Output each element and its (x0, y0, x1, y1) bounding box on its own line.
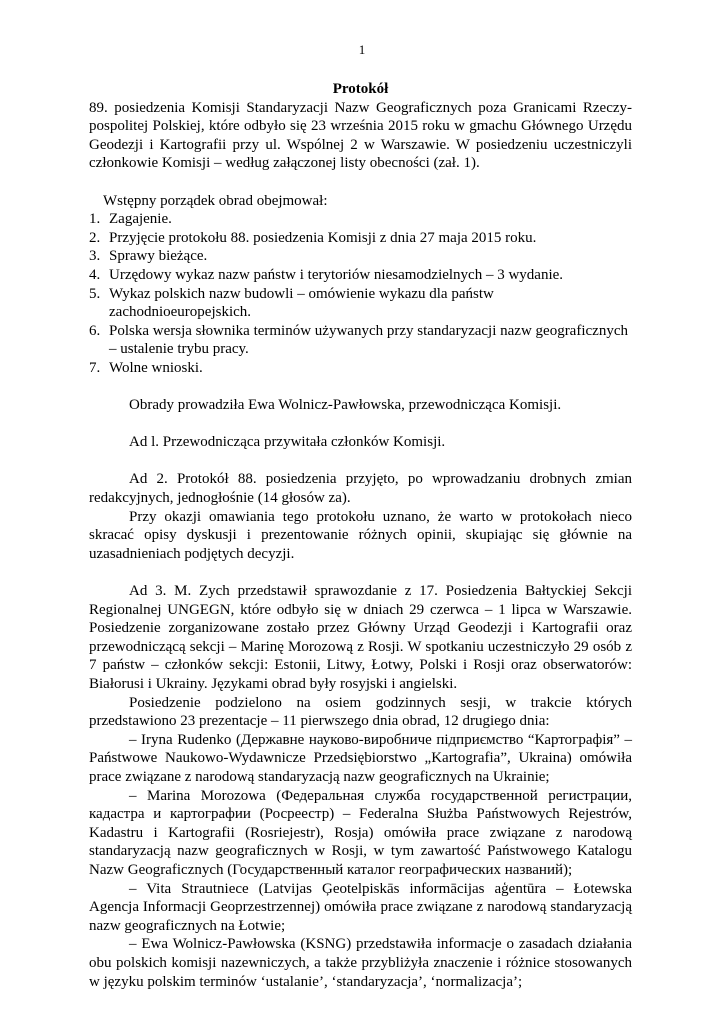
presentation-item: – Ewa Wolnicz-Pawłowska (KSNG) przedstawiła informacje o zasadach działania obu polskich komisji nazewniczych, a także przybliżyła znaczenie i różnice stosowanych w języku polskim terminów ‘ustalanie’, ‘standaryzacja’, ‘normalizacja’; (89, 936, 632, 990)
list-item: 4. Urzędowy wykaz nazw państw i terytoriów niesamodzielnych – 3 wydanie. (89, 266, 564, 283)
page-number: 1 (358, 42, 366, 57)
presentation-item: – Vita Strautniece (Latvijas Ģeotelpiskās informācijas aģentūra – Łotewska Agencja Informacji Geoprzestrzennej) omówiła prace związane z narodową standaryzacją nazw geograficznych na Łotwie; (89, 880, 632, 934)
intro-paragraph: 89. posiedzenia Komisji Standaryzacji Nazw Geograficznych poza Granicami Rzeczy-pospolitej Polskiej, które odbyło się 23 września 2015 roku w gmachu Głównego Urzędu Geodezji i Kartografii przy ul. Wspólnej 2 w Warszawie. W posiedzeniu uczestniczyli członkowie Komisji – według załączonej listy obecności (zał. 1). (89, 99, 632, 172)
list-item: 6. Polska wersja słownika terminów używanych przy standaryzacji nazw geograficznych – ustalenie trybu pracy. (89, 322, 628, 358)
presentation-item: – Iryna Rudenko (Державне науково-виробниче підприємство “Картографія” – Państwowe Naukowo-Wydawnicze Przedsiębiorstwo „Kartografia”, Ukraina) omówiła prace związane z narodową standaryzacją nazw geograficznych na Ukrainie; (89, 731, 632, 785)
ad1-paragraph: Ad l. Przewodnicząca przywitała członków Komisji. (129, 434, 446, 451)
sessions-paragraph: Posiedzenie podzielono na osiem godzinnych sesji, w trakcie których przedstawiono 23 prezentacje – 11 pierwszego dnia obrad, 12 drugiego dnia: (89, 694, 632, 730)
list-item: 7. Wolne wnioski. (89, 359, 203, 376)
presentation-item: – Marina Morozowa (Федеральная служба государственной регистрации, кадастра и картографии (Росреестр) – Federalna Służba Państwowych Rejestrów, Kadastru i Kartografii (Rosriejestr), Rosja) omówiła prace związane z narodową standaryzacją nazw geograficznych w Rosji, w tym zawartość Państwowego Katalogu Nazw Geograficznych (Государственный каталог географических названий); (89, 787, 632, 878)
list-item: 1. Zagajenie. (89, 211, 172, 228)
list-item: 2. Przyjęcie protokołu 88. posiedzenia Komisji z dnia 27 maja 2015 roku. (89, 229, 537, 246)
document-title: Protokół (332, 81, 389, 97)
chair-paragraph: Obrady prowadziła Ewa Wolnicz-Pawłowska, przewodnicząca Komisji. (129, 397, 562, 414)
list-item: 5. Wykaz polskich nazw budowli – omówienie wykazu dla państw zachodnioeuropejskich. (89, 285, 494, 321)
ad3-paragraph: Ad 3. M. Zych przedstawił sprawozdanie z 17. Posiedzenia Bałtyckiej Sekcji Regionalnej UNGEGN, które odbyło się w dniach 29 czerwca – 1 lipca w Warszawie. Posiedzenie zorganizowane zostało przez Główny Urząd Geodezji i Kartografii oraz przewodniczącą sekcji – Marinę Morozową z Rosji. W spotkaniu uczestniczyło 29 osób z 7 państw – członków sekcji: Estonii, Litwy, Łotwy, Polski i Rosji oraz obserwatorów: Białorusi i Ukrainy. Językami obrad były rosyjski i angielski. (89, 583, 632, 692)
agenda-heading: Wstępny porządek obrad obejmował: (103, 192, 328, 209)
ad2-note-paragraph: Przy okazji omawiania tego protokołu uznano, że warto w protokołach nieco skracać opisy dyskusji i prezentowanie różnych opinii, skupiając się głównie na uzasadnieniach podjętych decyzji. (89, 508, 632, 562)
document-body (89, 80, 632, 991)
list-item: 3. Sprawy bieżące. (89, 248, 208, 265)
ad2-paragraph: Ad 2. Protokół 88. posiedzenia przyjęto, po wprowadzaniu drobnych zmian redakcyjnych, jednogłośnie (14 głosów za). (89, 471, 632, 507)
agenda-list (89, 210, 632, 377)
